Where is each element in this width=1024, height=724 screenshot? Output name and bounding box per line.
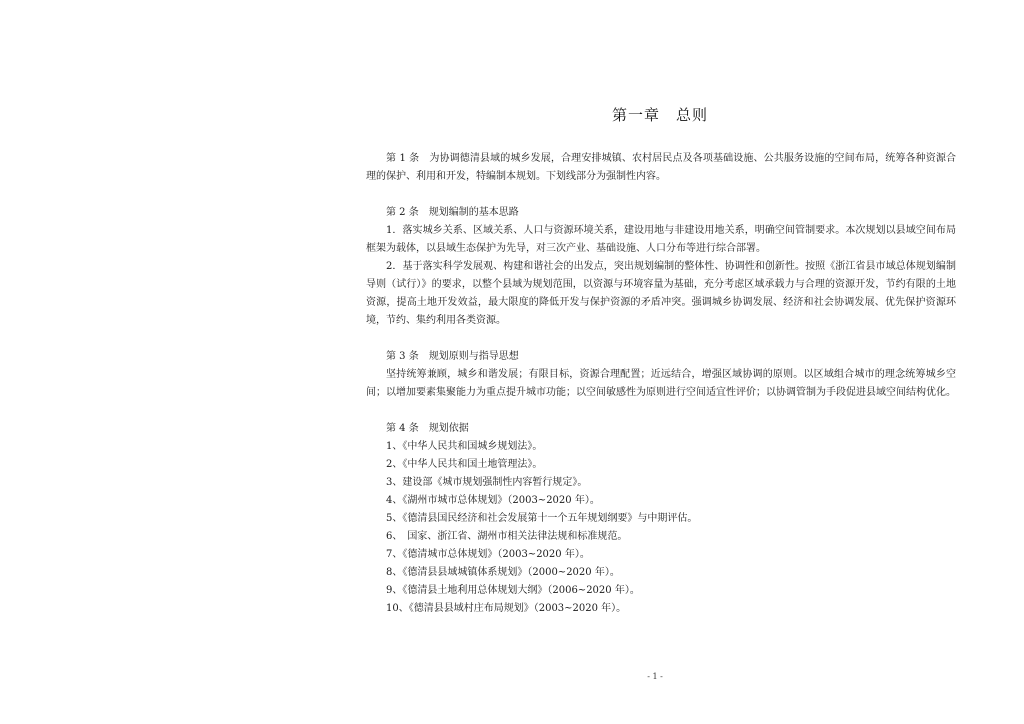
- spacer: [366, 402, 956, 420]
- basis-list-item: 2、《中华人民共和国土地管理法》。: [386, 459, 543, 470]
- basis-list-item: 9、《德清县土地利用总体规划大纲》（2006~2020 年）。: [386, 585, 640, 596]
- spacer: [366, 186, 956, 204]
- basis-list-item: 3、建设部《城市规划强制性内容暂行规定》。: [386, 477, 588, 488]
- article-2-item: 1．落实城乡关系、区域关系、人口与资源环境关系，建设用地与非建设用地关系，明确空间管制要求。本次规划以县域空间布局框架为载体，以县域生态保护为先导，对三次产业、基础设施、人口分布等进行综合部署。: [366, 225, 956, 254]
- article-1: 第 1 条 为协调德清县域的城乡发展，合理安排城镇、农村居民点及各项基础设施、公共服务设施的空间布局，统筹各种资源合理的保护、利用和开发，特编制本规划。下划线部分为强制性内容。: [366, 153, 956, 182]
- basis-list-item: 10、《德清县县域村庄布局规划》（2003~2020 年）。: [386, 603, 627, 614]
- article-3-heading: 第 3 条 规划原则与指导思想: [386, 351, 519, 362]
- article-3-text: 坚持统筹兼顾，城乡和谐发展；有限目标，资源合理配置；近远结合，增强区域协调的原则。以区域组合城市的理念统筹城乡空间；以增加要素集聚能力为重点提升城市功能；以空间敏感性为原则进行空间适宜性评价；以协调管制为手段促进县域空间结构优化。: [366, 369, 956, 398]
- basis-list-item: 5、《德清县国民经济和社会发展第十一个五年规划纲要》与中期评估。: [386, 513, 698, 524]
- spacer: [366, 330, 956, 348]
- article-4-heading: 第 4 条 规划依据: [386, 423, 469, 434]
- basis-list-item: 4、《湖州市城市总体规划》（2003~2020 年）。: [386, 495, 600, 506]
- document-body: [366, 150, 956, 618]
- basis-list-item: 6、 国家、浙江省、湖州市相关法律法规和标准规范。: [386, 531, 628, 542]
- article-2-heading: 第 2 条 规划编制的基本思路: [386, 207, 519, 218]
- chapter-title: 第一章 总则: [611, 106, 708, 124]
- basis-list-item: 8、《德清县县域城镇体系规划》（2000~2020 年）。: [386, 567, 620, 578]
- basis-list-item: 1、《中华人民共和国城乡规划法》。: [386, 441, 543, 452]
- basis-list-item: 7、《德清城市总体规划》（2003~2020 年）。: [386, 549, 590, 560]
- article-2-item: 2．基于落实科学发展观、构建和谐社会的出发点，突出规划编制的整体性、协调性和创新性。按照《浙江省县市域总体规划编制导则（试行）》的要求，以整个县域为规划范围，以资源与环境容量为基础，充分考虑区域承载力与合理的资源开发，节约有限的土地资源，提高土地开发效益，最大限度的降低开发与保护资源的矛盾冲突。强调城乡协调发展、经济和社会协调发展、优先保护资源环境，节约、集约利用各类资源。: [366, 261, 956, 326]
- page-number: - 1 -: [647, 672, 663, 681]
